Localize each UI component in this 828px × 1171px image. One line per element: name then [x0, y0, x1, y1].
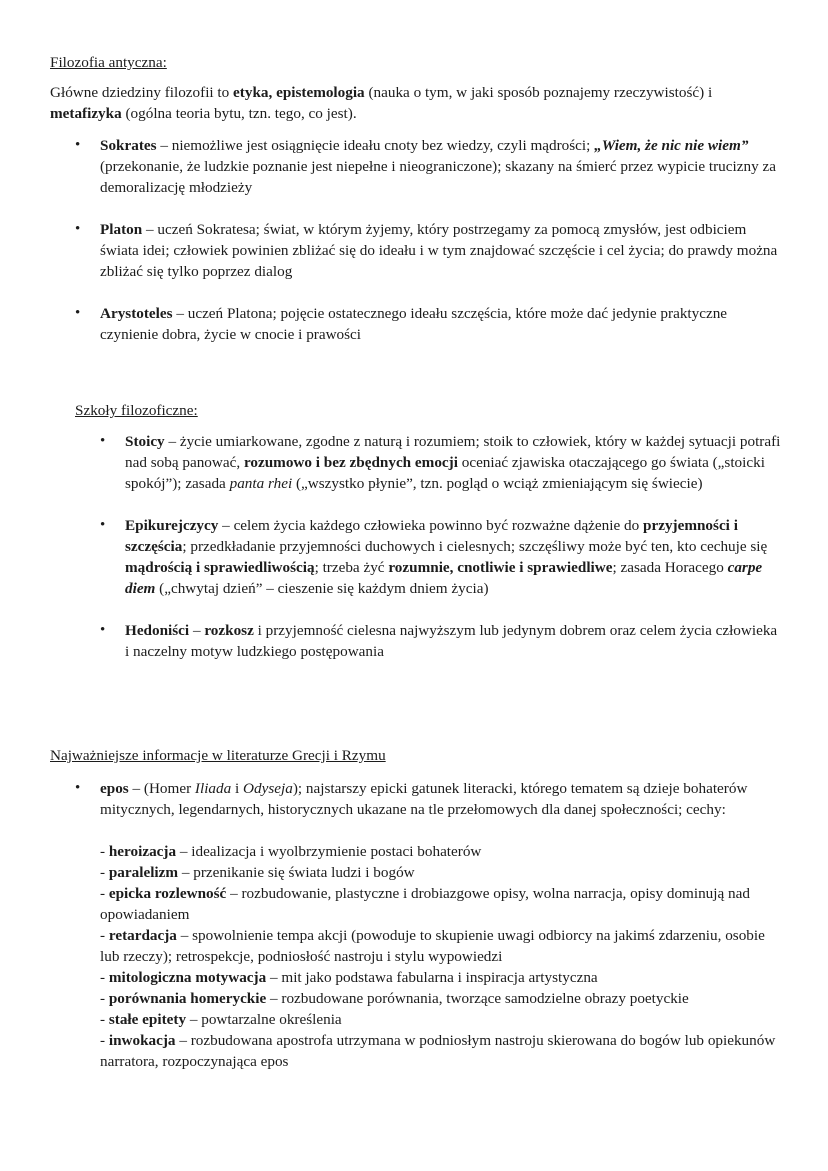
dash: -	[100, 1011, 109, 1028]
bullet-icon: •	[75, 221, 81, 237]
bullet-icon: •	[100, 433, 106, 449]
term-hedonisci: Hedoniści	[125, 622, 190, 639]
feature-desc: – spowolnienie tempa akcji (powoduje to skupienie uwagi odbiorcy na jakimś zdarzeniu, osobie lub rzeczy); retrospekcje, podniosłość nastroju i stylu wypowiedzi	[100, 927, 765, 965]
item-text: (przekonanie, że ludzkie poznanie jest niepełne i nieograniczone); skazany na śmierć przez wypicie trucizny za demoralizację młodzieży	[100, 158, 776, 196]
bullet-icon: •	[100, 622, 106, 638]
bullet-icon: •	[75, 780, 81, 796]
term-platon: Platon	[100, 221, 143, 238]
bold-phrase: rozkosz	[204, 622, 254, 639]
feature-desc: – rozbudowana apostrofa utrzymana w podniosłym nastroju skierowana do bogów lub opiekunów narratora, rozpoczynająca epos	[100, 1032, 776, 1070]
italic-panta-rhei: panta rhei	[229, 475, 293, 492]
feature-term: paralelizm	[108, 864, 179, 881]
item-text: –	[189, 622, 205, 639]
feature-inwokacja	[100, 1030, 785, 1072]
item-text: – niemożliwe jest osiągnięcie ideału cnoty bez wiedzy, czyli mądrości;	[156, 137, 595, 154]
feature-desc: – idealizacja i wyolbrzymienie postaci bohaterów	[176, 843, 482, 860]
feature-term: epicka rozlewność	[108, 885, 227, 902]
item-text: ; przedkładanie przyjemności duchowych i cielesnych; szczęśliwy może być ten, kto cechuje się	[182, 538, 768, 555]
italic-odyseja: Odyseja	[243, 780, 293, 797]
dash: -	[100, 843, 109, 860]
term-stoicy: Stoicy	[125, 433, 165, 450]
dash: -	[100, 1032, 109, 1049]
feature-epicka-rozlewnosc	[100, 883, 785, 925]
list-item-stoicy	[100, 431, 785, 494]
bold-phrase: przyjemności i szczęścia	[125, 517, 738, 555]
italic-iliada: Iliada	[194, 780, 232, 797]
bold-phrase: rozumowo i bez zbędnych emocji	[243, 454, 458, 471]
feature-stale-epitety	[100, 1009, 785, 1030]
bullet-icon: •	[100, 517, 106, 533]
item-text: ); najstarszy epicki gatunek literacki, którego tematem są dzieje bohaterów mitycznych, legendarnych, historycznych ukazane na tle przełomowych dla danej społeczności; cechy:	[100, 780, 748, 818]
feature-desc: – powtarzalne określenia	[186, 1011, 342, 1028]
list-item-platon	[75, 219, 785, 282]
feature-mitologiczna-motywacja	[100, 967, 785, 988]
feature-heroizacja	[100, 841, 785, 862]
quote-sokrates: „Wiem, że nic nie wiem”	[594, 137, 749, 154]
feature-desc: – rozbudowanie, plastyczne i drobiazgowe opisy, wolna narracja, opisy dominują nad opowiadaniem	[100, 885, 750, 923]
feature-paralelizm	[100, 862, 785, 883]
item-text: („wszystko płynie”, tzn. pogląd o wciąż zmieniającym się świecie)	[292, 475, 703, 492]
dash: -	[100, 990, 109, 1007]
feature-term: mitologiczna motywacja	[108, 969, 267, 986]
dash: -	[100, 864, 109, 881]
item-text: i przyjemność cielesna najwyższym lub jedynym dobrem oraz celem życia człowieka i naczelny motyw ludzkiego postępowania	[125, 622, 778, 660]
dash: -	[100, 885, 109, 902]
epos-features	[100, 841, 785, 1072]
intro-text: (nauka o tym, w jaki sposób poznajemy rzeczywistość) i	[364, 84, 713, 101]
feature-term: stałe epitety	[108, 1011, 187, 1028]
term-epikurejczycy: Epikurejczycy	[125, 517, 219, 534]
list-item-sokrates	[75, 135, 785, 198]
list-item-hedonisci	[100, 620, 785, 662]
feature-desc: – przenikanie się świata ludzi i bogów	[178, 864, 415, 881]
feature-term: porównania homeryckie	[108, 990, 267, 1007]
feature-term: heroizacja	[108, 843, 177, 860]
dash: -	[100, 969, 109, 986]
feature-term: inwokacja	[108, 1032, 176, 1049]
intro-paragraph	[50, 82, 785, 124]
intro-bold-domains: etyka, epistemologia	[233, 84, 365, 101]
item-text: oceniać zjawiska otaczającego go świata („stoicki spokój”); zasada	[125, 454, 765, 492]
bullet-icon: •	[75, 305, 81, 321]
section-heading-literatura: Najważniejsze informacje w literaturze Grecji i Rzymu	[50, 747, 386, 764]
bold-phrase: rozumnie, cnotliwie i sprawiedliwe	[388, 559, 613, 576]
intro-text: Główne dziedziny filozofii to	[50, 84, 234, 101]
item-text: – uczeń Platona; pojęcie ostatecznego ideału szczęścia, które może dać jedynie praktyczne czynienie dobra, życie w cnocie i prawości	[100, 305, 728, 343]
feature-retardacja	[100, 925, 785, 967]
feature-desc: – rozbudowane porównania, tworzące samodzielne obrazy poetyckie	[266, 990, 689, 1007]
feature-term: retardacja	[108, 927, 177, 944]
schools-list	[100, 431, 785, 662]
item-text: – celem życia każdego człowieka powinno być rozważne dążenie do	[218, 517, 644, 534]
section-heading-szkoly-filozoficzne: Szkoły filozoficzne:	[75, 402, 198, 419]
item-text: – (Homer	[128, 780, 195, 797]
term-sokrates: Sokrates	[100, 137, 157, 154]
intro-bold-metafizyka: metafizyka	[50, 105, 122, 122]
feature-desc: – mit jako podstawa fabularna i inspiracja artystyczna	[266, 969, 598, 986]
bold-italic-carpe-diem: carpe diem	[125, 559, 763, 597]
bullet-icon: •	[75, 137, 81, 153]
term-arystoteles: Arystoteles	[100, 305, 173, 322]
term-epos: epos	[100, 780, 129, 797]
item-text: ; zasada Horacego	[612, 559, 728, 576]
list-item-epikurejczycy	[100, 515, 785, 599]
bold-phrase: mądrością i sprawiedliwością	[125, 559, 315, 576]
dash: -	[100, 927, 109, 944]
item-text: – uczeń Sokratesa; świat, w którym żyjemy, który postrzegamy za pomocą zmysłów, jest odbiciem świata idei; człowiek powinien zbliżać się do ideału i w tym znajdować szczęście i cel życia; do prawdy można zbliżać się tylko poprzez dialog	[100, 221, 778, 280]
feature-porownania-homeryckie	[100, 988, 785, 1009]
item-text: i	[231, 780, 244, 797]
list-item-epos	[75, 778, 785, 820]
intro-text: (ogólna teoria bytu, tzn. tego, co jest).	[121, 105, 357, 122]
item-text: – życie umiarkowane, zgodne z naturą i rozumiem; stoik to człowiek, który w każdej sytuacji potrafi nad sobą panować,	[125, 433, 781, 471]
list-item-arystoteles	[75, 303, 785, 345]
philosophers-list	[75, 135, 785, 345]
item-text: ; trzeba żyć	[314, 559, 389, 576]
literature-list	[75, 778, 785, 1072]
section-heading-filozofia-antyczna: Filozofia antyczna:	[50, 54, 167, 71]
item-text: („chwytaj dzień” – cieszenie się każdym dniem życia)	[155, 580, 489, 597]
